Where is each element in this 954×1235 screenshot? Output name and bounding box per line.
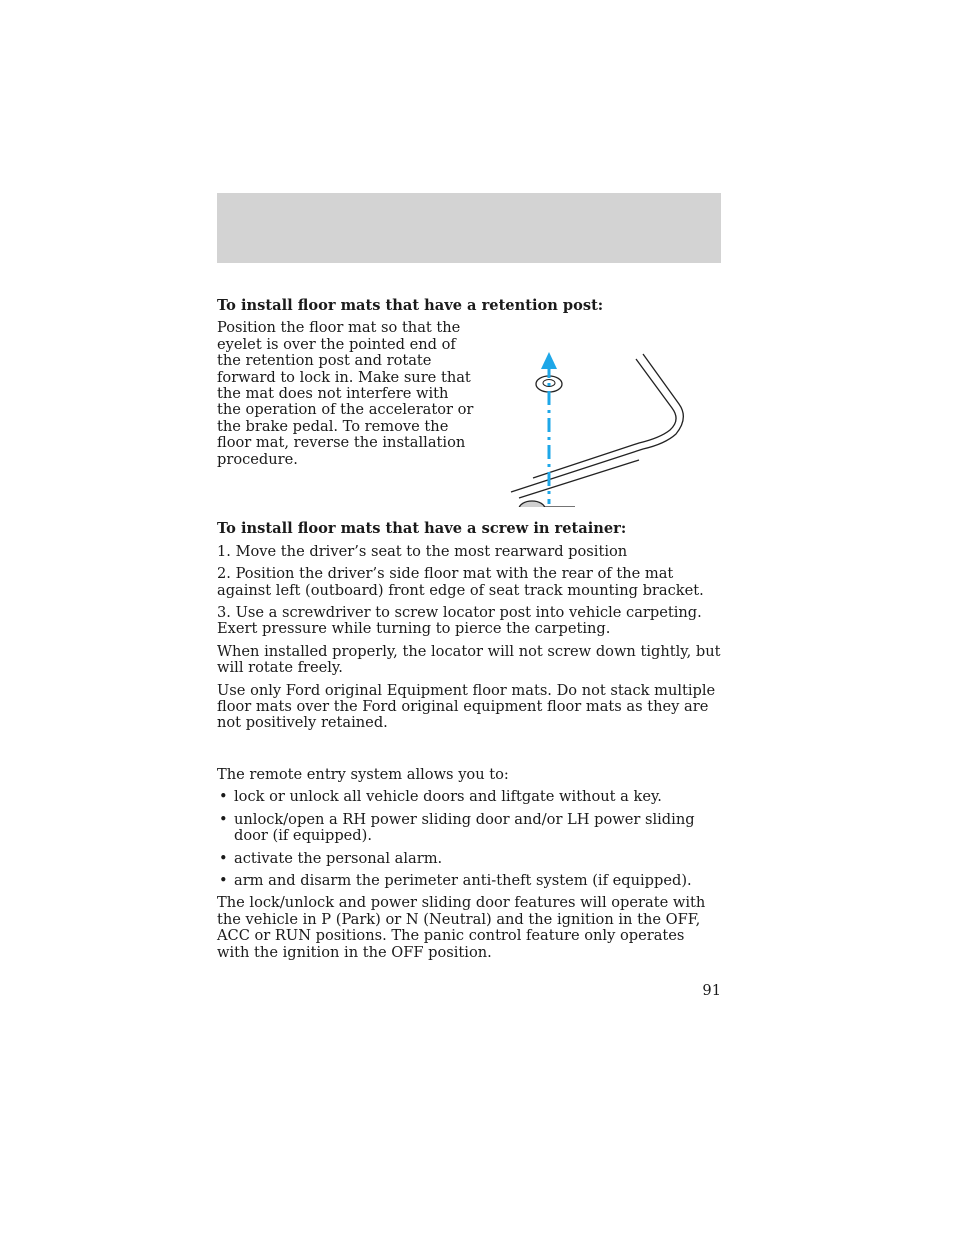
retention-post-illustration	[503, 322, 703, 507]
page-content	[217, 298, 721, 967]
list-item: • unlock/open a RH power sliding door and/or LH power sliding door (if equipped).	[219, 810, 695, 845]
screw-step-1: 1. Move the driver’s seat to the most rearward position	[217, 542, 628, 560]
retention-post-section	[217, 320, 721, 507]
install-direction-arrowhead	[541, 352, 557, 369]
bullet-icon: •	[219, 810, 228, 828]
bullet-icon: •	[219, 788, 228, 806]
retention-post	[519, 501, 545, 507]
screw-retainer-heading: To install floor mats that have a screw in retainer:	[217, 520, 627, 538]
floor-mat-edge-outer	[511, 354, 683, 492]
screw-note-ford-mats: Use only Ford original Equipment floor mats. Do not stack multiple floor mats over the Ford original equipment floor mats as they are not positively retained.	[217, 681, 716, 732]
bullet-icon: •	[219, 849, 228, 867]
bullet-icon: •	[219, 871, 228, 889]
screw-note-rotation: When installed properly, the locator will not screw down tightly, but will rotate freely.	[217, 642, 721, 677]
page-number: 91	[702, 982, 721, 999]
screw-step-2: 2. Position the driver’s side floor mat with the rear of the mat against left (outboard) front edge of seat track mounting bracket.	[217, 565, 704, 599]
list-item: • activate the personal alarm.	[219, 849, 443, 867]
screw-step-3: 3. Use a screwdriver to screw locator post into vehicle carpeting. Exert pressure while turning to pierce the carpeting.	[217, 604, 702, 638]
list-item: • lock or unlock all vehicle doors and liftgate without a key.	[219, 788, 662, 806]
retention-post-instructions: Position the floor mat so that the eyelet is over the pointed end of the retention post and rotate forward to lock in. Make sure that the mat does not interfere with the operation of the accelerator or the brake pedal. To remove the floor mat, reverse the installation procedure.	[217, 319, 474, 468]
floor-mat-edge-bottom	[519, 460, 639, 498]
remote-entry-operation-note: The lock/unlock and power sliding door features will operate with the vehicle in P (Park) or N (Neutral) and the ignition in the OFF, ACC or RUN positions. The panic control feature only operates with the ignition in the OFF position.	[217, 894, 706, 961]
remote-entry-feature-list	[217, 789, 721, 889]
list-item: • arm and disarm the perimeter anti-theft system (if equipped).	[219, 871, 692, 889]
remote-entry-intro: The remote entry system allows you to:	[217, 765, 509, 783]
chapter-header-band	[217, 193, 721, 263]
retention-post-heading: To install floor mats that have a retention post:	[217, 297, 604, 314]
